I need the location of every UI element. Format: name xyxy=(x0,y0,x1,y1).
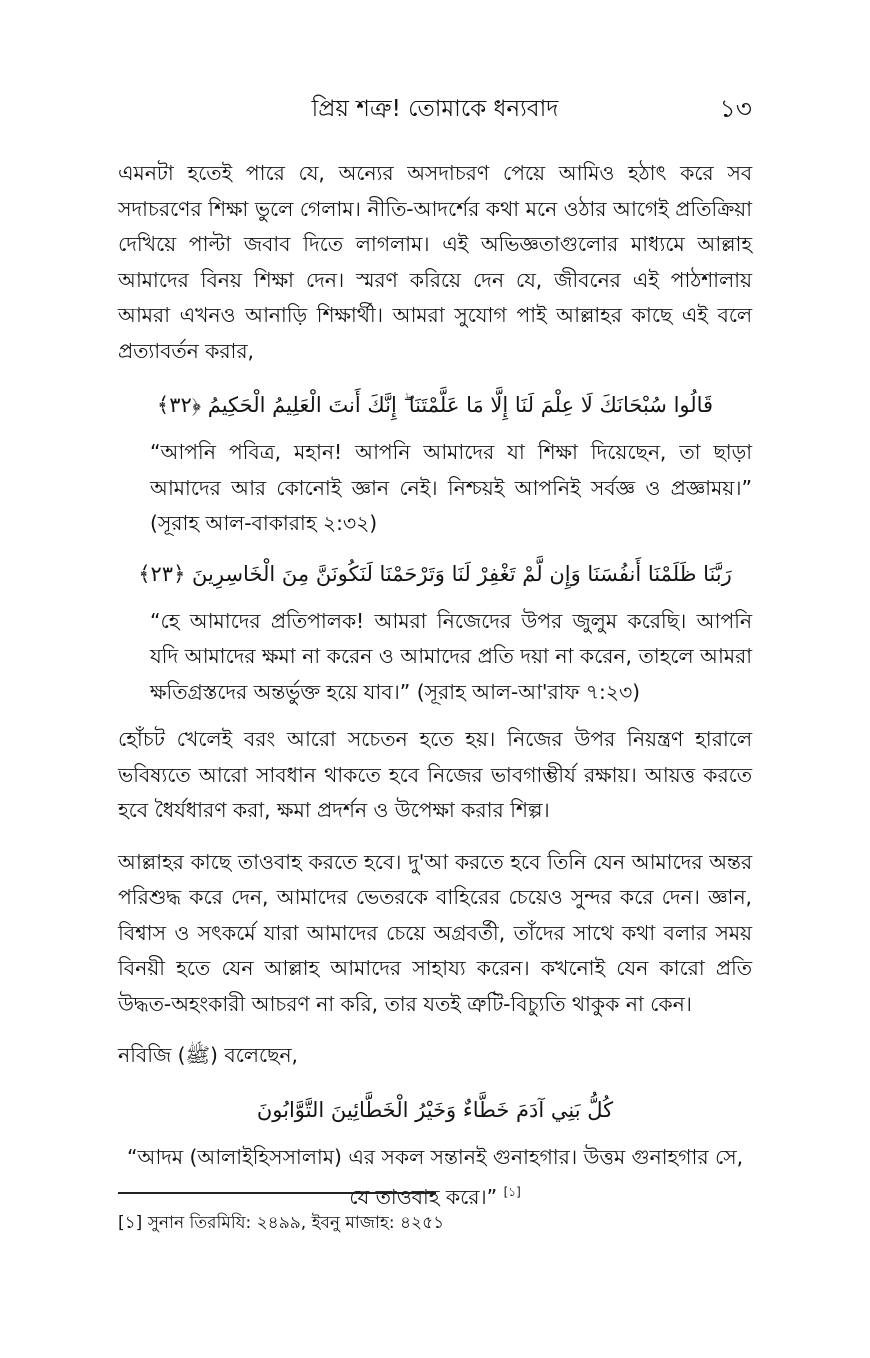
arabic-verse-1: قَالُوا سُبْحَانَكَ لَا عِلْمَ لَنَا إِلَّا مَا عَلَّمْتَنَا ۖ إِنَّكَ أَنتَ الْعَلِيمُ الْحَكِيمُ ﴿٣٢﴾ xyxy=(156,393,714,417)
footnote: [১] সুনান তিরমিযি: ২৪৯৯, ইবনু মাজাহ: ৪২৫১ xyxy=(118,1213,445,1233)
arabic-verse-2: رَبَّنَا ظَلَمْنَا أَنفُسَنَا وَإِن لَّمْ تَغْفِرْ لَنَا وَتَرْحَمْنَا لَنَكُونَنَّ مِنَ الْخَاسِرِينَ ﴿٢٣﴾ xyxy=(138,561,732,586)
hadith-translation-line-2-text: যে তাওবাহ করে।” xyxy=(349,1184,498,1209)
footnote-reference: [১] xyxy=(503,1185,521,1199)
footnote-divider xyxy=(118,1192,436,1194)
verse-translation-1: “আপনি পবিত্র, মহান! আপনি আমাদের যা শিক্ষা দিয়েছেন, তা ছাড়া আমাদের আর কোনোই জ্ঞান নেই। নিশ্চয়ই আপনিই সর্বজ্ঞ ও প্রজ্ঞাময়।” (সূরাহ আল-বাকারাহ ২:৩২) xyxy=(150,440,752,535)
arabic-hadith: كُلُّ بَنِي آدَمَ خَطَّاءٌ وَخَيْرُ الْخَطَّائِينَ التَّوَّابُونَ xyxy=(256,1097,614,1122)
body-text xyxy=(118,156,752,1215)
paragraph-3: আল্লাহর কাছে তাওবাহ করতে হবে। দু'আ করতে হবে তিনি যেন আমাদের অন্তর পরিশুদ্ধ করে দেন, আমাদের ভেতরকে বাহিরের চেয়েও সুন্দর করে দেন। জ্ঞান, বিশ্বাস ও সৎকর্মে যারা আমাদের চেয়ে অগ্রবর্তী, তাঁদের সাথে কথা বলার সময় বিনয়ী হতে যেন আল্লাহ আমাদের সাহায্য করেন। কখনোই যেন কারো প্রতি উদ্ধত-অহংকারী আচরণ না করি, তার যতই ত্রুটি-বিচ্যুতি থাকুক না কেন। xyxy=(118,849,752,1016)
hadith-translation-line-1: “আদম (আলাইহিসসালাম) এর সকল সন্তানই গুনাহগার। উত্তম গুনাহগার সে, xyxy=(126,1144,744,1169)
paragraph-1: এমনটা হতেই পারে যে, অন্যের অসদাচরণ পেয়ে আমিও হঠাৎ করে সব সদাচরণের শিক্ষা ভুলে গেলাম। নীতি-আদর্শের কথা মনে ওঠার আগেই প্রতিক্রিয়া দেখিয়ে পাল্টা জবাব দিতে লাগলাম। এই অভিজ্ঞতাগুলোর মাধ্যমে আল্লাহ আমাদের বিনয় শিক্ষা দেন। স্মরণ করিয়ে দেন যে, জীবনের এই পাঠশালায় আমরা এখনও আনাড়ি শিক্ষার্থী। আমরা সুযোগ পাই আল্লাহর কাছে এই বলে প্রত্যাবর্তন করার, xyxy=(118,161,752,363)
paragraph-2: হোঁচট খেলেই বরং আরো সচেতন হতে হয়। নিজের উপর নিয়ন্ত্রণ হারালে ভবিষ্যতে আরো সাবধান থাকতে হবে নিজের ভাবগাম্ভীর্য রক্ষায়। আয়ত্ত করতে হবে ধৈর্যধারণ করা, ক্ষমা প্রদর্শন ও উপেক্ষা করার শিল্প। xyxy=(118,727,752,822)
page-number: ১৩ xyxy=(719,94,752,123)
paragraph-4: নবিজি (ﷺ) বলেছেন, xyxy=(118,1043,298,1067)
verse-translation-2: “হে আমাদের প্রতিপালক! আমরা নিজেদের উপর জুলুম করেছি। আপনি যদি আমাদের ক্ষমা না করেন ও আমাদের প্রতি দয়া না করেন, তাহলে আমরা ক্ষতিগ্রস্তদের অন্তর্ভুক্ত হয়ে যাব।” (সূরাহ আল-আ'রাফ ৭:২৩) xyxy=(150,608,752,704)
running-head-title: প্রিয় শত্রু! তোমাকে ধন্যবাদ xyxy=(311,96,559,122)
running-head xyxy=(0,92,870,132)
hadith-translation xyxy=(118,1140,752,1216)
